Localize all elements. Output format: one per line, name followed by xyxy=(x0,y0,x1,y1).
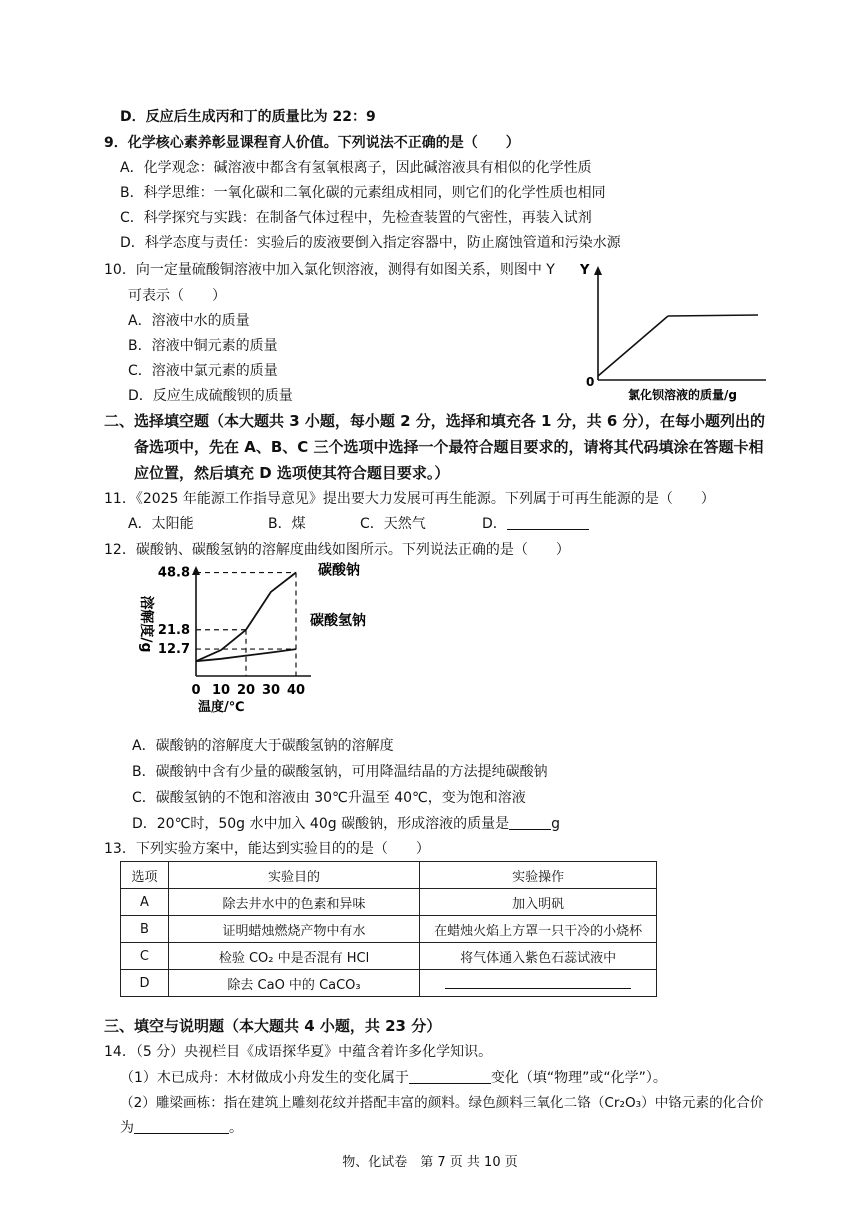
q10-graph-plateau xyxy=(668,315,758,316)
table-row xyxy=(121,916,657,943)
q12-option-b: B．碳酸钠中含有少量的碳酸氢钠，可用降温结晶的方法提纯碳酸钠 xyxy=(132,764,548,780)
q9-option-d: D．科学态度与责任：实验后的废液要倒入指定容器中，防止腐蚀管道和污染水源 xyxy=(120,235,621,251)
q14-part2-line2: 为 。 xyxy=(120,1120,243,1136)
q14-stem: 14．（5 分）央视栏目《成语探华夏》中蕴含着许多化学知识。 xyxy=(104,1044,493,1060)
q11-option-c: C．天然气 xyxy=(360,516,426,532)
q10-stem-line2: 可表示（ ） xyxy=(128,288,226,304)
q10-option-a: A．溶液中水的质量 xyxy=(128,313,250,329)
q13-col-operation: 实验操作 xyxy=(420,862,657,889)
q10-stem-line1: 10．向一定量硫酸铜溶液中加入氯化钡溶液，测得有如图关系，则图中 Y xyxy=(104,262,555,278)
y-axis-arrow xyxy=(192,566,200,575)
y-axis-label: 溶解度/g xyxy=(138,595,154,653)
q14-part2-line1: （2）雕梁画栋：指在建筑上雕刻花纹并搭配丰富的颜料。绿色颜料三氧化二铬（Cr₂O₃）中铬元素的化合价 xyxy=(120,1095,764,1111)
q13-row-d-option: D xyxy=(121,970,169,997)
page-footer: 物、化试卷 第 7 页 共 10 页 xyxy=(342,1155,518,1170)
q12-option-c: C．碳酸氢钠的不饱和溶液由 30℃升温至 40℃，变为饱和溶液 xyxy=(132,790,526,806)
q13-row-c-operation: 将气体通入紫色石蕊试液中 xyxy=(420,943,657,970)
section3-title: 三、填空与说明题（本大题共 4 小题，共 23 分） xyxy=(104,1017,442,1035)
q13-row-a-option: A xyxy=(121,889,169,916)
table-row xyxy=(121,889,657,916)
q10-graph-line xyxy=(598,316,668,376)
table-row xyxy=(121,970,657,997)
y-tick-label: 12.7 xyxy=(157,642,190,658)
q11-stem: 11．《2025 年能源工作指导意见》提出要大力发展可再生能源。下列属于可再生能源的是（ ） xyxy=(104,491,715,507)
q13-stem: 13．下列实验方案中，能达到实验目的的是（ ） xyxy=(104,841,430,857)
q10-x-label: 氯化钡溶液的质量/g xyxy=(628,388,737,402)
x-tick-label: 10 xyxy=(211,683,231,698)
x-tick-label: 40 xyxy=(286,683,306,698)
q12-option-d: D．20℃时，50g 水中加入 40g 碳酸钠，形成溶液的质量是 g xyxy=(132,816,560,832)
q10-option-c: C．溶液中氯元素的质量 xyxy=(128,363,278,379)
q13-row-c-goal: 检验 CO₂ 中是否混有 HCl xyxy=(168,943,419,970)
q11-option-a: A．太阳能 xyxy=(128,516,194,532)
q14-part1: （1）木已成舟：木材做成小舟发生的变化属于 变化（填“物理”或“化学”）。 xyxy=(120,1070,667,1086)
series-label: 碳酸钠 xyxy=(318,562,360,579)
x-tick-label: 0 xyxy=(191,683,201,698)
q13-row-c-option: C xyxy=(121,943,169,970)
q10-option-d: D．反应生成硫酸钡的质量 xyxy=(128,388,293,404)
q13-row-a-operation: 加入明矾 xyxy=(420,889,657,916)
q13-row-b-operation: 在蜡烛火焰上方罩一只干冷的小烧杯 xyxy=(420,916,657,943)
x-axis-label: 温度/℃ xyxy=(198,700,245,715)
series-label: 碳酸氢钠 xyxy=(310,613,366,630)
q11-option-b: B．煤 xyxy=(268,516,306,532)
q13-table-header xyxy=(121,862,657,889)
table-row xyxy=(121,943,657,970)
q13-table xyxy=(120,861,657,997)
q9-option-a: A．化学观念：碱溶液中都含有氢氧根离子，因此碱溶液具有相似的化学性质 xyxy=(120,160,592,176)
q10-y-label: Y xyxy=(580,263,590,278)
q13-col-goal: 实验目的 xyxy=(168,862,419,889)
q9-option-b: B．科学思维：一氧化碳和二氧化碳的元素组成相同，则它们的化学性质也相同 xyxy=(120,185,606,201)
q12-option-a: A．碳酸钠的溶解度大于碳酸氢钠的溶解度 xyxy=(132,738,394,754)
q13-row-b-option: B xyxy=(121,916,169,943)
q10-option-b: B．溶液中铜元素的质量 xyxy=(128,338,278,354)
q10-origin-label: 0 xyxy=(586,375,595,389)
x-tick-label: 30 xyxy=(261,683,281,698)
q13-row-b-goal: 证明蜡烛燃烧产物中有水 xyxy=(168,916,419,943)
section2-line2: 备选项中，先在 A、B、C 三个选项中选择一个最符合题目要求的，请将其代码填涂在答题卡相 xyxy=(134,438,764,456)
q13-row-d-goal: 除去 CaO 中的 CaCO₃ xyxy=(168,970,419,997)
q13-row-a-goal: 除去井水中的色素和异味 xyxy=(168,889,419,916)
q13-row-d-operation xyxy=(420,970,657,997)
q8-option-d: D．反应后生成丙和丁的质量比为 22：9 xyxy=(120,109,376,125)
q10-graph xyxy=(576,258,776,408)
section2-line1: 二、选择填空题（本大题共 3 小题，每小题 2 分，选择和填充各 1 分，共 6 分），在每小题列出的 xyxy=(104,412,766,430)
y-tick-label: 21.8 xyxy=(157,622,190,638)
q9-option-c: C．科学探究与实践：在制备气体过程中，先检查装置的气密性，再装入试剂 xyxy=(120,210,592,226)
x-tick-label: 20 xyxy=(236,683,256,698)
y-tick-label: 48.8 xyxy=(157,565,190,581)
q13-col-option: 选项 xyxy=(121,862,169,889)
solubility-chart xyxy=(126,562,366,736)
q11-option-d: D． xyxy=(482,514,589,534)
section2-line3: 应位置，然后填充 D 选项使其符合题目要求。） xyxy=(134,464,450,482)
q9-stem: 9．化学核心素养彰显课程育人价值。下列说法不正确的是（ ） xyxy=(104,135,520,151)
q12-stem: 12．碳酸钠、碳酸氢钠的溶解度曲线如图所示。下列说法正确的是（ ） xyxy=(104,542,570,558)
